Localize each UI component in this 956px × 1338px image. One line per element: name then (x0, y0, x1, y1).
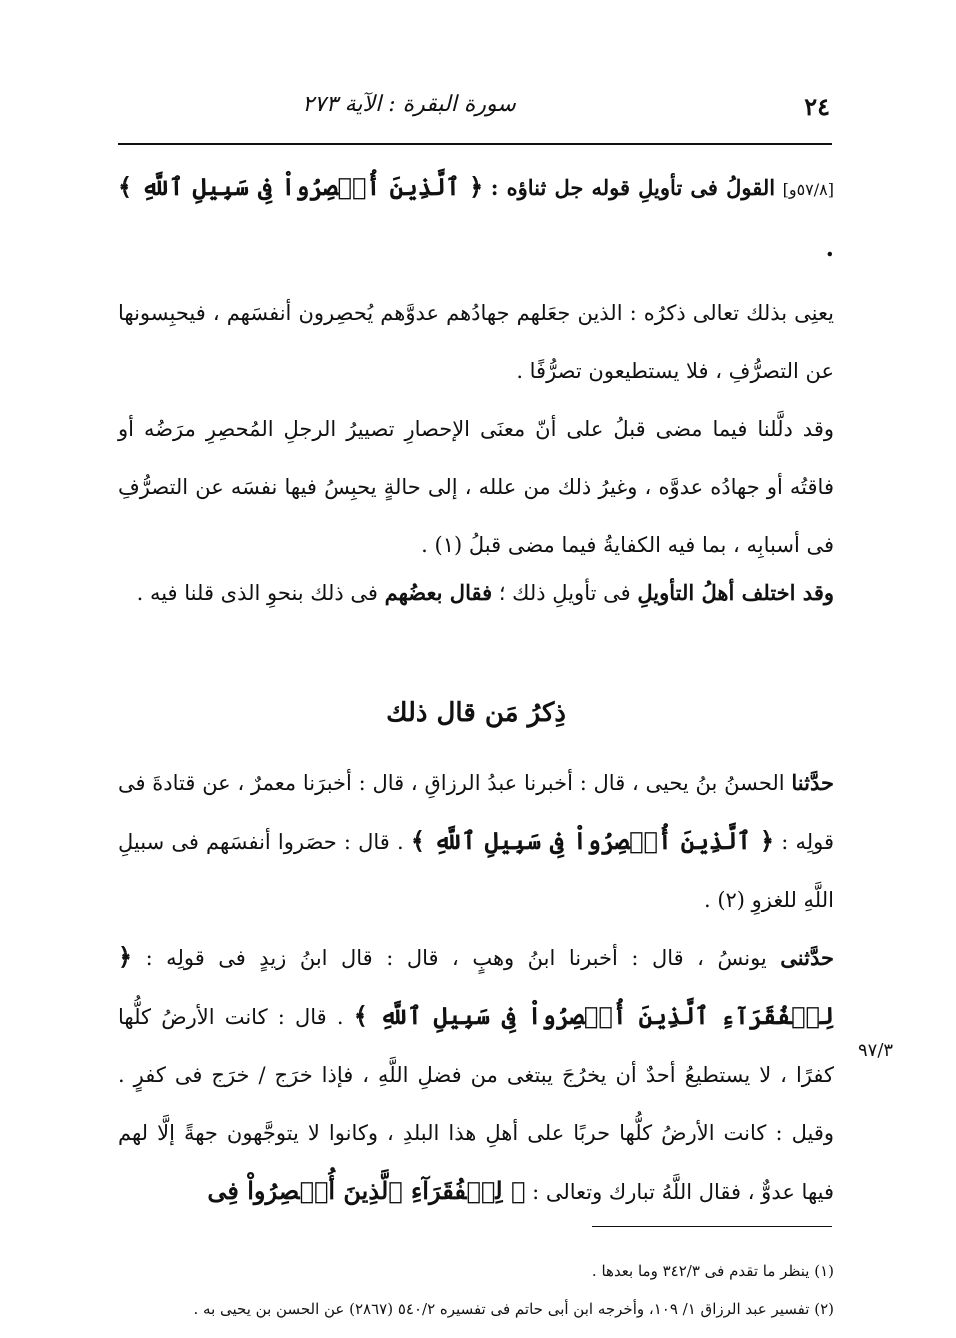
manuscript-marker: [٥٧/٨و] (782, 180, 834, 199)
quran-verse: ﴿ ٱلَّذِينَ أُحۡصِرُواْ فِى سَبِيلِ ٱللَّهِ ﴾ . (118, 172, 834, 262)
quran-verse: ﴿ ٱلَّذِينَ أُحۡصِرُواْ فِى سَبِيلِ ٱللَّهِ ﴾ (410, 826, 775, 855)
commentary-heading-paragraph (118, 158, 834, 278)
heading-intro: القولُ فى تأويلِ قوله جل ثناؤه : (490, 175, 776, 200)
ikhtilaf-bold-mid: فقال بعضُهم (384, 580, 493, 605)
hadith-1-opening: حدَّثنا (791, 770, 834, 795)
hadith-1-text-end: . قال : حصَروا أنفسَهم فى سبيلِ اللَّهِ للغزوِ (٢) . (118, 830, 834, 912)
footnote-1: (١) ينظر ما تقدم فى ٣٤٢/٣ وما بعدها . (591, 1262, 834, 1280)
paragraph-text: يعنِى بذلك تعالى ذكرُه : الذين جعَلهم جهادُهم عدوَّهم يُحصِرون أنفسَهم ، فيحبِسونها عن التصرُّفِ ، فلا يستطيعون تصرُّفًا . (118, 301, 834, 383)
footnotes (118, 1252, 834, 1328)
quran-verse: ﴿ لِلۡفُقَرَآءِ ٱلَّذِينَ أُحۡصِرُواْ فِى (207, 1176, 526, 1205)
ikhtilaf-middle: فى تأويلِ ذلك ؛ (498, 581, 631, 605)
paragraph-2 (118, 400, 834, 574)
header-rule (118, 143, 832, 145)
paragraph-1 (118, 284, 834, 400)
hadith-1 (118, 754, 834, 929)
hadith-2-text: يونسُ ، قال : أخبرنا ابنُ وهبٍ ، قال : قال ابنُ زيدٍ فى قولِه : (145, 946, 767, 970)
footnote-rule (592, 1226, 832, 1227)
paragraph-text: وقد دلَّلنا فيما مضى قبلُ على أنّ معنَى الإحصارِ تصييرُ الرجلِ المُحصِرِ مرَضُه أو فاقتُه أو جهادُه عدوَّه ، وغيرُ ذلك من علله ، إلى حالةٍ يحبِسُ فيها نفسَه عن التصرُّفِ فى أسبابِه ، بما فيه الكفايةُ فيما مضى قبلُ (١) . (118, 417, 834, 557)
section-heading: ذِكرُ مَن قال ذلك (386, 698, 566, 728)
hadith-2-text-mid: . قال : كانت الأرضُ كلُّها كفرًا ، لا يستطيعُ أحدٌ أن يخرُجَ يبتغى من فضلِ اللَّهِ ، فإذا خرَج / خرَج فى كفرٍ . وقيل : كانت الأرضُ كلُّها حربًا على أهلِ هذا البلدِ ، وكانوا لا يتوجَّهون جهةً إلَّا لهم فيها عدوٌّ ، فقال اللَّهُ تبارك وتعالى : (118, 1005, 834, 1204)
footnote-2: (٢) تفسير عبد الرزاق ١/ ١٠٩، وأخرجه ابن أبى حاتم فى تفسيره ٥٤٠/٢ (٢٨٦٧) عن الحسن بن يحيى به . (193, 1300, 834, 1318)
page-header (118, 92, 830, 132)
hadith-2-opening: حدَّثنى (780, 945, 834, 970)
ikhtilaf-bold-start: وقد اختلف أهلُ التأويلِ (637, 580, 834, 605)
hadith-1-text: الحسنُ بنُ يحيى ، قال : أخبرنا عبدُ الرزاقِ ، قال : أخبرَنا معمرٌ ، عن قتادةَ فى قولِه : (118, 771, 835, 854)
margin-page-reference: ٩٧/٣ (858, 1040, 894, 1061)
running-title: سورة البقرة : الآية ٢٧٣ (302, 92, 516, 117)
hadith-2 (118, 928, 834, 1221)
quran-verse: ﴿ لِلۡفُقَرَآءِ ٱلَّذِينَ أُحۡصِرُواْ فِى سَبِيلِ ٱللَّهِ ﴾ (118, 942, 834, 1030)
page-number: ٢٤ (804, 92, 830, 121)
ikhtilaf-end: فى ذلك بنحوِ الذى قلنا فيه . (136, 581, 378, 605)
ikhtilaf-paragraph (118, 564, 834, 622)
